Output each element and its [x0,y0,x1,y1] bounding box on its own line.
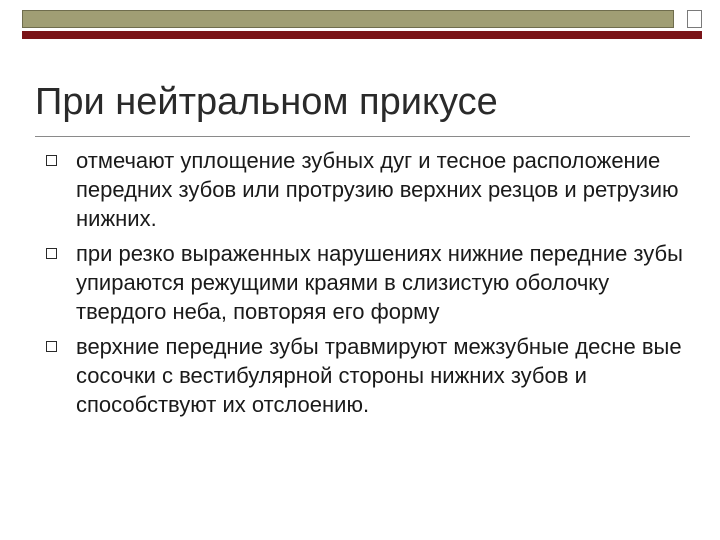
bullet-text: верхние передние зубы травмируют межзубные десне вые сосочки с вестибулярной стороны нижних зубов и способствуют их отслоению. [76,334,682,417]
corner-decoration [687,10,702,42]
square-bullet-icon [46,341,57,352]
bullet-item [44,332,684,419]
bullet-text: отмечают уплощение зубных дуг и тесное расположение передних зубов или протрузию верхних резцов и ретрузию нижних. [76,148,679,231]
slide-title: При нейтральном прикусе [35,81,498,123]
square-bullet-icon [46,248,57,259]
corner-box [687,10,702,28]
maroon-header-bar [22,31,687,39]
bullet-list [44,146,684,425]
corner-maroon-block [687,31,702,39]
olive-header-bar [22,10,674,28]
square-bullet-icon [46,155,57,166]
header-decoration [0,0,720,46]
bullet-item [44,239,684,326]
bullet-item [44,146,684,233]
title-underline [35,136,690,137]
bullet-text: при резко выраженных нарушениях нижние передние зубы упираются режущими краями в слизистую оболочку твердого неба, повторяя его форму [76,241,683,324]
